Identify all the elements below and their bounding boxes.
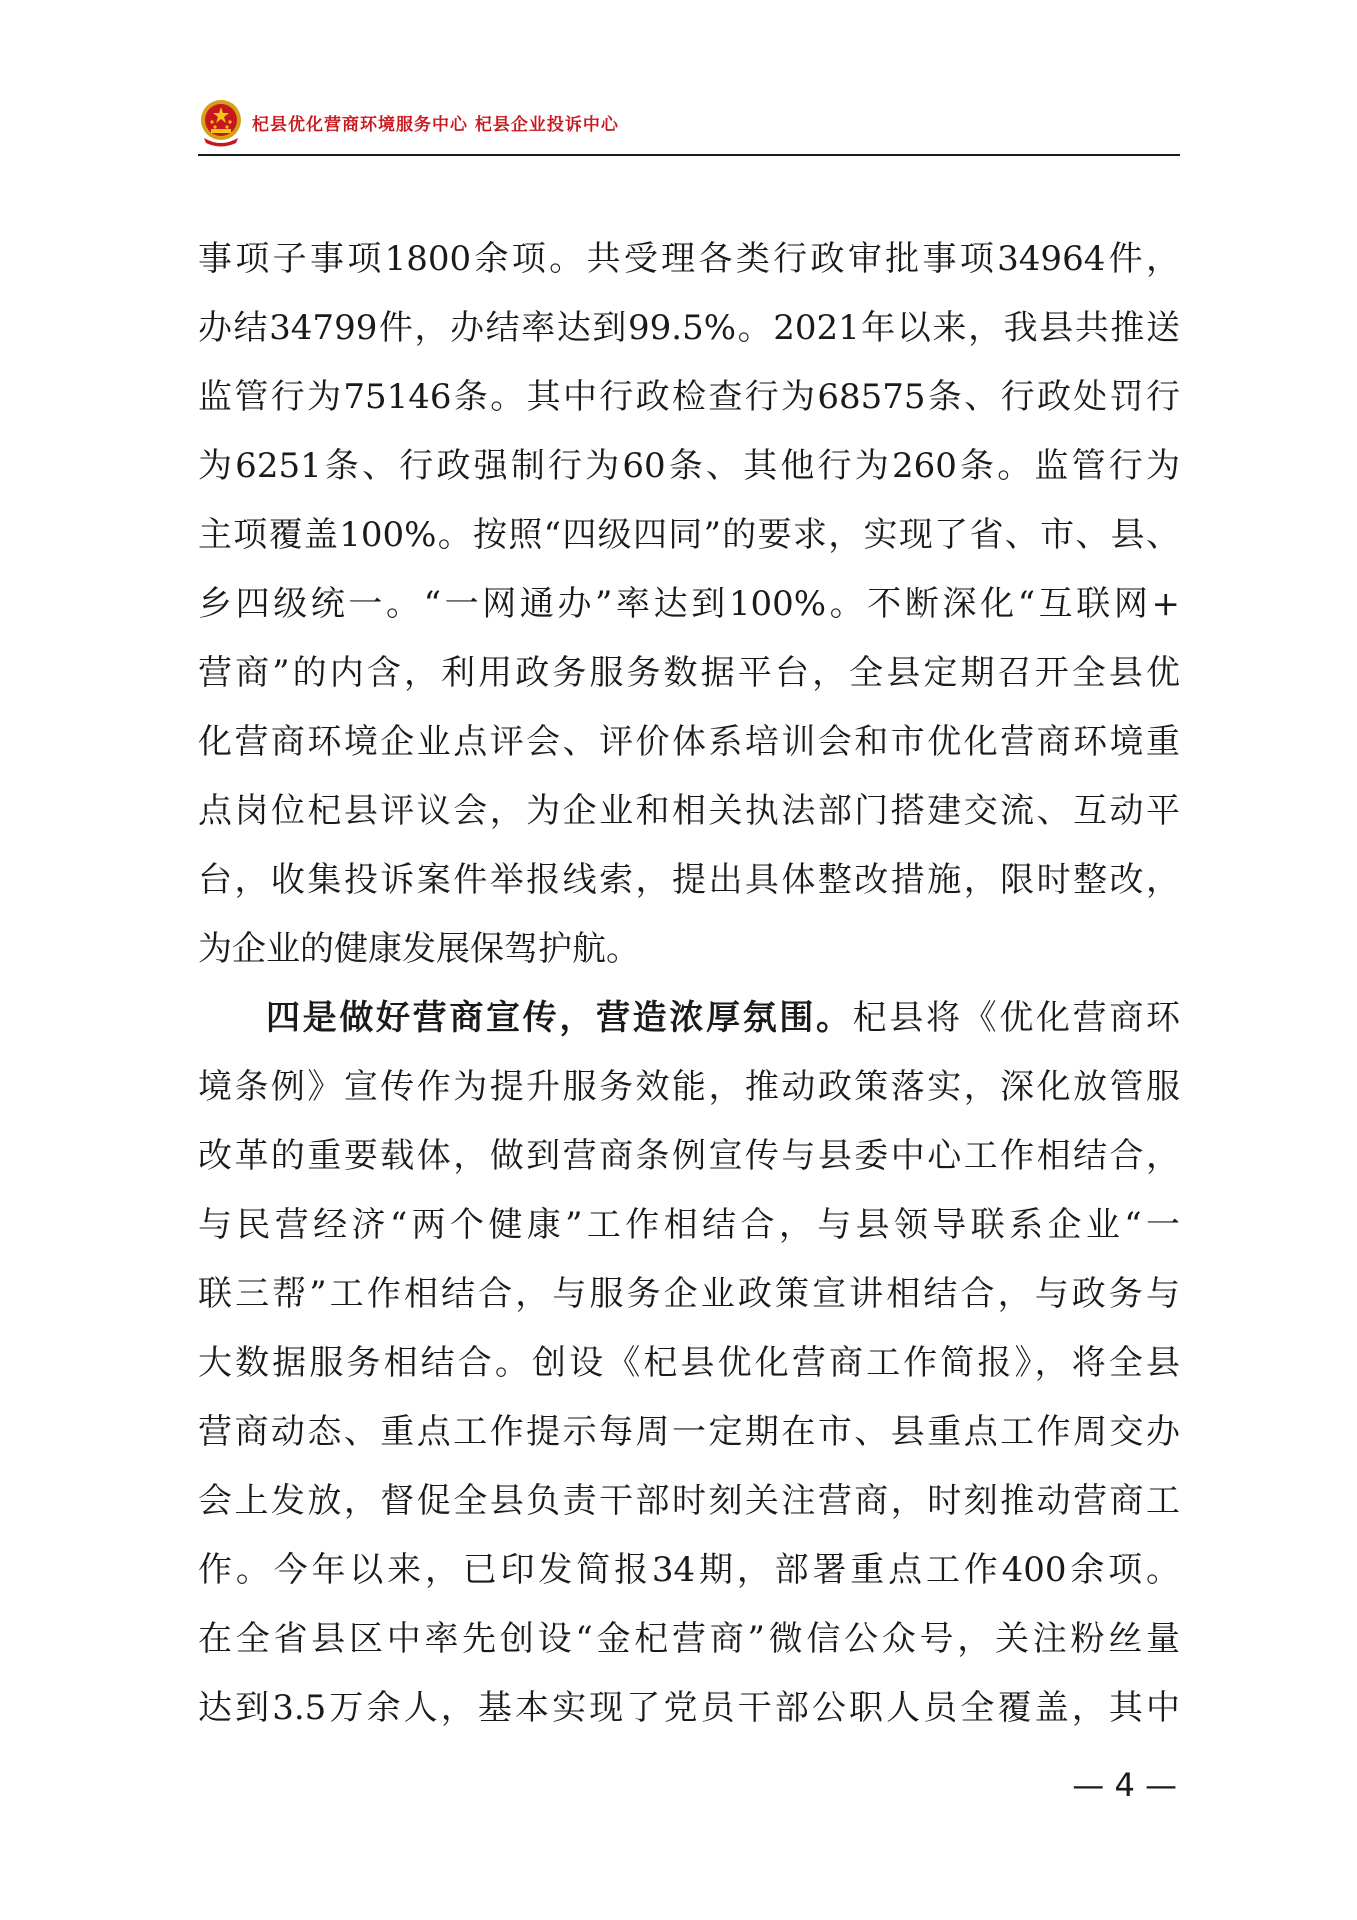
- body-line: 营商”的内含，利用政务服务数据平台，全县定期召开全县优: [198, 653, 1180, 693]
- body-line: 与民营经济“两个健康”工作相结合，与县领导联系企业“一: [198, 1205, 1180, 1245]
- body-line-text: 杞县将《优化营商环: [852, 998, 1181, 1038]
- body-line: 事项子事项1800余项。共受理各类行政审批事项34964件，: [198, 239, 1180, 279]
- body-line: 境条例》宣传作为提升服务效能，推动政策落实，深化放管服: [198, 1067, 1180, 1107]
- body-line: 主项覆盖100%。按照“四级四同”的要求，实现了省、市、县、: [198, 515, 1180, 555]
- body-line: 在全省县区中率先创设“金杞营商”微信公众号，关注粉丝量: [198, 1619, 1180, 1659]
- body-line: 营商动态、重点工作提示每周一定期在市、县重点工作周交办: [198, 1412, 1180, 1452]
- page-number: — 4 —: [1072, 1766, 1177, 1804]
- body-line: 办结34799件，办结率达到99.5%。2021年以来，我县共推送: [198, 308, 1180, 348]
- paragraph-heading-line: [198, 985, 1180, 1054]
- body-line: 台，收集投诉案件举报线索，提出具体整改措施，限时整改，: [198, 860, 1180, 900]
- body-line: 大数据服务相结合。创设《杞县优化营商工作简报》，将全县: [198, 1343, 1180, 1383]
- body-line: 为企业的健康发展保驾护航。: [198, 929, 640, 969]
- body-line: 联三帮”工作相结合，与服务企业政策宣讲相结合，与政务与: [198, 1274, 1180, 1314]
- header-divider: [198, 154, 1180, 156]
- body-line: 点岗位杞县评议会，为企业和相关执法部门搭建交流、互动平: [198, 791, 1180, 831]
- document-body: [198, 226, 1180, 1744]
- header-title: 杞县优化营商环境服务中心 杞县企业投诉中心: [252, 115, 619, 135]
- body-line: 为6251条、行政强制行为60条、其他行为260条。监管行为: [198, 446, 1180, 486]
- national-emblem-icon: [198, 98, 244, 148]
- body-line: 作。今年以来，已印发简报34期，部署重点工作400余项。: [198, 1550, 1180, 1590]
- body-line: 达到3.5万余人，基本实现了党员干部公职人员全覆盖，其中: [198, 1688, 1180, 1728]
- body-line: 监管行为75146条。其中行政检查行为68575条、行政处罚行: [198, 377, 1180, 417]
- page-header: [198, 98, 1180, 156]
- body-line: 会上发放，督促全县负责干部时刻关注营商，时刻推动营商工: [198, 1481, 1180, 1521]
- body-line: 化营商环境企业点评会、评价体系培训会和市优化营商环境重: [198, 722, 1180, 762]
- body-line: 改革的重要载体，做到营商条例宣传与县委中心工作相结合，: [198, 1136, 1180, 1176]
- body-line: 乡四级统一。“一网通办”率达到100%。不断深化“互联网+: [198, 584, 1180, 624]
- paragraph-heading: 四是做好营商宣传，营造浓厚氛围。: [266, 998, 853, 1038]
